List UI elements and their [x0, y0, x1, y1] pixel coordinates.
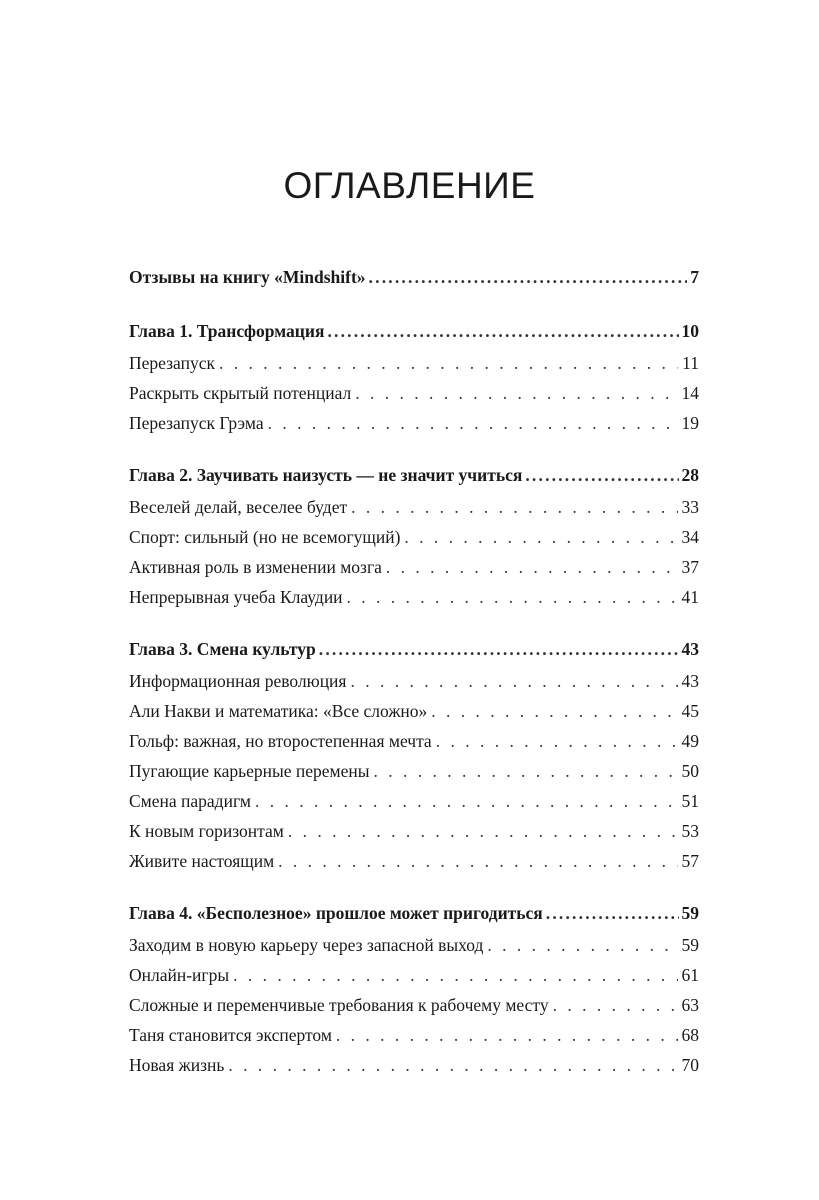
- entry-title: Перезапуск Грэма: [129, 413, 264, 433]
- table-of-contents: [129, 262, 699, 1102]
- entry-title: Гольф: важная, но второстепенная мечта: [129, 731, 432, 751]
- dot-leader: [374, 756, 678, 786]
- toc-entry-row[interactable]: [129, 930, 699, 960]
- toc-entry-row[interactable]: [129, 726, 699, 756]
- page-number: 43: [681, 639, 699, 659]
- toc-entry-row[interactable]: [129, 348, 699, 378]
- dot-leader: [268, 408, 678, 438]
- toc-section: [129, 898, 699, 1080]
- dot-leader: [347, 582, 678, 612]
- entry-title: Новая жизнь: [129, 1055, 225, 1075]
- page-number: 41: [681, 587, 699, 607]
- page-number: 51: [681, 791, 699, 811]
- dot-leader: [431, 696, 677, 726]
- dot-leader: [228, 1050, 677, 1080]
- page-number: 61: [681, 965, 699, 985]
- entry-title: Информационная революция: [129, 671, 347, 691]
- entry-title: Спорт: сильный (но не всемогущий): [129, 527, 401, 547]
- page-number: 57: [681, 851, 699, 871]
- dot-leader: [553, 990, 678, 1020]
- toc-entry-row[interactable]: [129, 1020, 699, 1050]
- page-number: 33: [681, 497, 699, 517]
- dot-leader: [525, 460, 678, 490]
- toc-chapter-row[interactable]: [129, 898, 699, 930]
- chapter-title: Глава 3. Смена культур: [129, 639, 316, 659]
- entry-title: Живите настоящим: [129, 851, 275, 871]
- dot-leader: [546, 898, 679, 928]
- dot-leader: [233, 960, 677, 990]
- dot-leader: [219, 348, 678, 378]
- toc-chapter-row[interactable]: [129, 262, 699, 294]
- page-number: 70: [681, 1055, 699, 1075]
- page-number: 14: [681, 383, 699, 403]
- entry-title: Онлайн-игры: [129, 965, 230, 985]
- entry-title: Заходим в новую карьеру через запасной выход: [129, 935, 484, 955]
- toc-entry-row[interactable]: [129, 756, 699, 786]
- page-number: 45: [681, 701, 699, 721]
- page-number: 19: [681, 413, 699, 433]
- toc-entry-row[interactable]: [129, 492, 699, 522]
- toc-entry-row[interactable]: [129, 846, 699, 876]
- page-number: 37: [681, 557, 699, 577]
- toc-entry-row[interactable]: [129, 552, 699, 582]
- chapter-title: Глава 1. Трансформация: [129, 321, 325, 341]
- page-number: 11: [682, 353, 699, 373]
- toc-chapter-row[interactable]: [129, 634, 699, 666]
- toc-chapter-row[interactable]: [129, 460, 699, 492]
- entry-title: Али Накви и математика: «Все сложно»: [129, 701, 428, 721]
- chapter-title: Отзывы на книгу «Mindshift»: [129, 267, 366, 287]
- toc-entry-row[interactable]: [129, 696, 699, 726]
- page-number: 59: [681, 935, 699, 955]
- toc-section: [129, 316, 699, 438]
- toc-entry-row[interactable]: [129, 816, 699, 846]
- entry-title: Сложные и переменчивые требования к рабочему месту: [129, 995, 549, 1015]
- page-number: 59: [681, 903, 699, 923]
- page-number: 10: [681, 321, 699, 341]
- toc-entry-row[interactable]: [129, 408, 699, 438]
- dot-leader: [288, 816, 678, 846]
- entry-title: Раскрыть скрытый потенциал: [129, 383, 352, 403]
- page-number: 50: [681, 761, 699, 781]
- toc-entry-row[interactable]: [129, 1050, 699, 1080]
- dot-leader: [386, 552, 678, 582]
- entry-title: Смена парадигм: [129, 791, 251, 811]
- page-number: 43: [681, 671, 699, 691]
- entry-title: Веселей делай, веселее будет: [129, 497, 348, 517]
- dot-leader: [327, 316, 678, 346]
- toc-section: [129, 262, 699, 294]
- toc-entry-row[interactable]: [129, 990, 699, 1020]
- chapter-title: Глава 2. Заучивать наизусть — не значит учиться: [129, 465, 523, 485]
- entry-title: Перезапуск: [129, 353, 215, 373]
- toc-chapter-row[interactable]: [129, 316, 699, 348]
- page-title: ОГЛАВЛЕНИЕ: [283, 164, 536, 206]
- dot-leader: [255, 786, 678, 816]
- page-number: 34: [681, 527, 699, 547]
- dot-leader: [350, 666, 677, 696]
- page-number: 49: [681, 731, 699, 751]
- toc-entry-row[interactable]: [129, 522, 699, 552]
- dot-leader: [336, 1020, 678, 1050]
- dot-leader: [351, 492, 677, 522]
- dot-leader: [278, 846, 677, 876]
- dot-leader: [369, 262, 688, 292]
- toc-entry-row[interactable]: [129, 666, 699, 696]
- dot-leader: [436, 726, 678, 756]
- toc-section: [129, 634, 699, 876]
- dot-leader: [404, 522, 677, 552]
- page-number: 7: [690, 267, 699, 287]
- entry-title: Пугающие карьерные перемены: [129, 761, 370, 781]
- toc-entry-row[interactable]: [129, 786, 699, 816]
- entry-title: Таня становится экспертом: [129, 1025, 332, 1045]
- dot-leader: [355, 378, 677, 408]
- toc-entry-row[interactable]: [129, 582, 699, 612]
- toc-section: [129, 460, 699, 612]
- page-number: 28: [681, 465, 699, 485]
- entry-title: К новым горизонтам: [129, 821, 284, 841]
- toc-entry-row[interactable]: [129, 378, 699, 408]
- chapter-title: Глава 4. «Бесполезное» прошлое может пригодиться: [129, 903, 543, 923]
- entry-title: Активная роль в изменении мозга: [129, 557, 382, 577]
- toc-entry-row[interactable]: [129, 960, 699, 990]
- dot-leader: [487, 930, 677, 960]
- dot-leader: [319, 634, 679, 664]
- page-number: 68: [681, 1025, 699, 1045]
- entry-title: Непрерывная учеба Клаудии: [129, 587, 343, 607]
- page-number: 53: [681, 821, 699, 841]
- page-number: 63: [681, 995, 699, 1015]
